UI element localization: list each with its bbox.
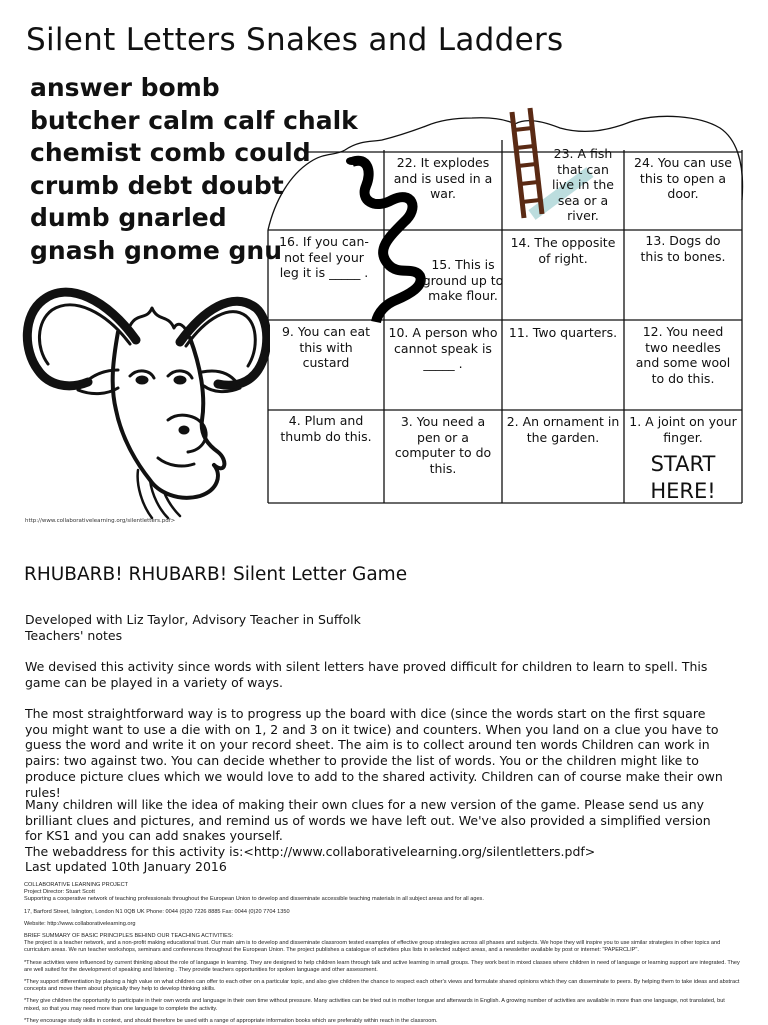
clue-line: door. [667, 186, 699, 201]
square-3 [386, 414, 500, 476]
clue-line: sea or a [557, 192, 609, 208]
paragraph-3: Many children will like the idea of making their own clues for a new version of the game. Please send us any brilliant clues and pictures, and remind us of words we have left out. We've also provided a simplified version for KS1 and you can add snakes yourself. [25, 797, 711, 844]
intro-line: Teachers' notes [25, 627, 123, 643]
clue-line: custard [302, 355, 350, 370]
start-label [626, 451, 740, 505]
clue-line: 16. If you can- [279, 234, 369, 249]
clue-line: this with [299, 339, 353, 355]
square-15 [420, 257, 506, 304]
word-line: crumb debt doubt [30, 170, 284, 200]
footer [24, 882, 740, 1025]
paragraph-1: We devised this activity since words with silent letters have proved difficult for children to learn to spell. This game can be played in a variety of ways. [25, 659, 708, 690]
clue-line: 10. A person who [388, 325, 498, 340]
word-line: dumb gnarled [30, 203, 227, 233]
clue-line: 9. You can eat [281, 324, 371, 339]
word-line: answer bomb [30, 73, 220, 102]
square-2 [503, 414, 623, 445]
footer-director: Project Director: Stuart Scott [24, 889, 95, 896]
square-23 [538, 146, 628, 224]
square-16 [268, 234, 380, 281]
clue-line: 2. An ornament in [506, 414, 620, 429]
clue-line: 13. Dogs do [645, 233, 721, 248]
clue-line: that can [557, 161, 609, 177]
square-12 [626, 324, 740, 386]
clue-line: make flour. [428, 288, 498, 303]
clue-line: this to open a [639, 170, 727, 186]
clue-line: this. [429, 460, 457, 476]
square-11 [503, 325, 623, 341]
footer-point: *They encourage study skills in context, and should therefore be used with a range of appropriate information books which are preferably within reach in the classroom. [24, 1017, 438, 1024]
clue-line: 11. Two quarters. [508, 325, 618, 340]
square-10 [386, 325, 500, 372]
clue-line: live in the [552, 177, 614, 192]
footer-summary: The project is a teacher network, and a non-profit making educational trust. Our main aim is to develop and disseminate classroom tested examples of effective group strategies across all phases and subjects. We hope they will inspire you to use similar strategies in other topics and curriculum areas. We run teacher workshops, seminars and conferences throughout the European Union. The project publishes a catalogue of activities plus lists in selected subject areas, and a newsletter available by post or internet: "PAPERCLIP". [24, 940, 721, 954]
square-22 [388, 155, 498, 202]
clue-line: war. [430, 186, 456, 201]
game-title: RHUBARB! RHUBARB! Silent Letter Game [24, 564, 408, 585]
last-updated: Last updated 10th January 2016 [25, 859, 227, 874]
clue-line: of right. [538, 250, 588, 266]
clue-line: pen or a [417, 429, 469, 445]
clue-line: ground up to [422, 272, 504, 288]
clue-line: two needles [645, 339, 721, 355]
clue-line: this to bones. [640, 248, 726, 264]
square-24 [626, 155, 740, 202]
clue-line: 14. The opposite [510, 235, 616, 250]
footer-point: *They support differentiation by placing a high value on what children can offer to each other on a particular topic, and also give children the chance to respect each other's views and formulate shared opinions which they can disseminate to peers. By helping them to take ideas and abstract concepts and move them about physically they help to develop thinking skills. [24, 979, 740, 993]
clue-line: cannot speak is [394, 340, 492, 356]
square-9 [270, 324, 382, 371]
word-line: butcher calm calf chalk [30, 105, 358, 135]
web-address: The webaddress for this activity is:<http://www.collaborativelearning.org/silentletters.pdf> [25, 844, 596, 859]
start-line: START [650, 452, 716, 476]
intro-line: Developed with Liz Taylor, Advisory Teacher in Suffolk [25, 612, 361, 627]
clue-line: 15. This is [431, 257, 495, 272]
footer-address: 17, Barford Street, Islington, London N1 0QB UK Phone: 0044 (0)20 7226 8885 Fax: 0044 (0)20 7704 1350 [24, 908, 290, 915]
clue-line: not feel your [284, 249, 364, 265]
square-14 [503, 235, 623, 266]
start-line: HERE! [650, 479, 716, 503]
clue-line: 23. A fish [553, 146, 613, 161]
clue-line: 12. You need [642, 324, 724, 339]
footer-org: COLLABORATIVE LEARNING PROJECT [24, 882, 129, 888]
clue-line: leg it is _____ . [279, 265, 369, 280]
intro [25, 612, 730, 643]
paragraph-2: The most straightforward way is to progress up the board with dice (since the words start on the first square you might want to use a die with on 1, 2 and 3 on it twice) and counters. When you land on a clue you have to guess the word and write it on your record sheet. The aim is to collect around ten words Children can work in pairs: two against two. You can decide whether to provide the list of words. You or the children might like to produce picture clues which we would love to add to the shared activity. Children can of course make their own rules! [25, 706, 723, 800]
footer-summary-title: BRIEF SUMMARY OF BASIC PRINCIPLES BEHIND OUR TEACHING ACTIVITIES: [24, 933, 234, 940]
footer-point: *They give children the opportunity to participate in their own words and language in their own time without pressure. Many activities can be tried out in mother tongue and afterwards in English. A growing number of activities are available in more than one language, not translated, but mixed, so that you may need more than one language to complete the activity. [24, 998, 725, 1012]
clue-line: and some wool [635, 355, 731, 370]
clue-line: to do this. [651, 370, 715, 386]
clue-line: 3. You need a [400, 414, 486, 429]
clue-line: river. [567, 208, 599, 223]
footer-point: *These activities were influenced by current thinking about the role of language in learning. They are designed to help children learn through talk and active learning in small groups. They work best in mixed classes where children in need of language or learning support are integrated. They are well suited for the development of speaking and listening . They provide teachers opportunities for spoken language and other assessment. [24, 959, 740, 973]
clue-line: 1. A joint on your [629, 414, 737, 429]
clue-line: finger. [663, 429, 703, 445]
source-url: http://www.collaborativelearning.org/silentletters.pdf> [25, 518, 176, 524]
clue-line: thumb do this. [280, 428, 372, 444]
clue-line: computer to do [394, 445, 492, 460]
clue-line: the garden. [526, 429, 600, 445]
square-4 [270, 413, 382, 444]
word-line: chemist comb could [30, 138, 311, 168]
square-13 [626, 233, 740, 264]
clue-line: and is used in a [393, 170, 493, 186]
square-1 [626, 414, 740, 445]
clue-line: 4. Plum and [288, 413, 364, 428]
footer-website: Website: http://www.collaborativelearning.org [24, 920, 136, 927]
clue-line: _____ . [423, 356, 463, 371]
page-title: Silent Letters Snakes and Ladders [26, 22, 564, 58]
clue-line: 24. You can use [634, 155, 732, 170]
word-line: gnash gnome gnu [30, 235, 283, 265]
clue-line: 22. It explodes [396, 155, 490, 170]
footer-support: Supporting a cooperative network of teaching professionals throughout the European Union to develop and disseminate accessible teaching materials in all subject areas and for all ages. [24, 896, 484, 903]
